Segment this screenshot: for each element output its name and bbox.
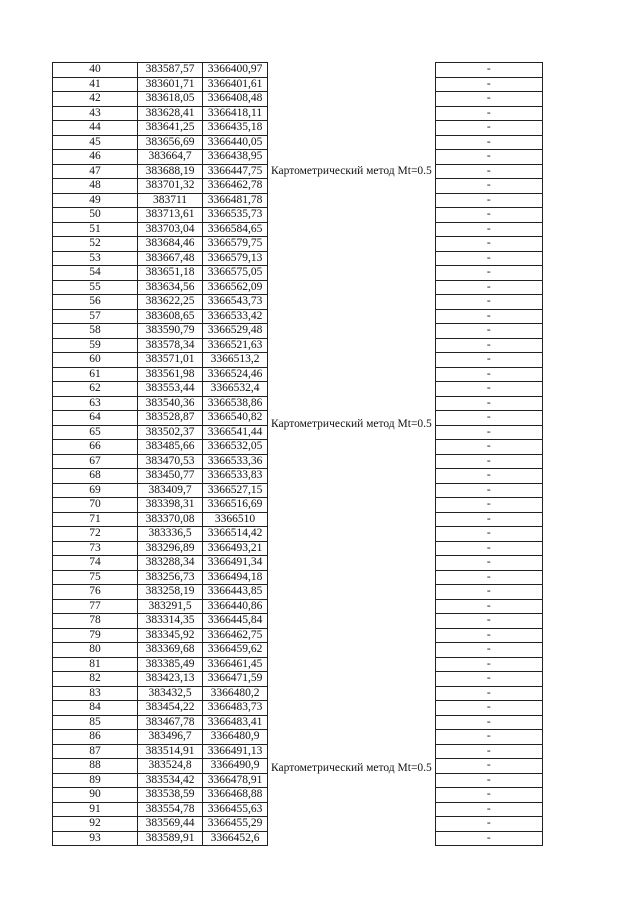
point-number-cell: 77 [53,599,138,614]
y-coordinate-cell: 3366494,18 [203,570,268,585]
y-coordinate-cell: 3366438,95 [203,150,268,165]
x-coordinate-cell: 383432,5 [138,686,203,701]
x-coordinate-cell: 383258,19 [138,585,203,600]
point-number-cell: 48 [53,179,138,194]
y-coordinate-cell: 3366579,75 [203,237,268,252]
y-coordinate-cell: 3366461,45 [203,657,268,672]
y-coordinate-cell: 3366584,65 [203,222,268,237]
accuracy-cell: - [435,222,542,237]
y-coordinate-cell: 3366455,29 [203,817,268,832]
point-number-cell: 57 [53,309,138,324]
y-coordinate-cell: 3366478,91 [203,773,268,788]
accuracy-cell: - [435,179,542,194]
accuracy-cell: - [435,788,542,803]
y-coordinate-cell: 3366540,82 [203,411,268,426]
x-coordinate-cell: 383628,41 [138,106,203,121]
x-coordinate-cell: 383470,53 [138,454,203,469]
point-number-cell: 85 [53,715,138,730]
accuracy-cell: - [435,643,542,658]
x-coordinate-cell: 383688,19 [138,164,203,179]
x-coordinate-cell: 383664,7 [138,150,203,165]
point-number-cell: 67 [53,454,138,469]
accuracy-cell: - [435,193,542,208]
method-cell [268,63,436,281]
accuracy-cell: - [435,324,542,339]
x-coordinate-cell: 383571,01 [138,353,203,368]
x-coordinate-cell: 383288,34 [138,556,203,571]
accuracy-cell: - [435,396,542,411]
point-number-cell: 55 [53,280,138,295]
x-coordinate-cell: 383454,22 [138,701,203,716]
x-coordinate-cell: 383569,44 [138,817,203,832]
point-number-cell: 89 [53,773,138,788]
method-label: Картометрический метод Mt=0.5 [271,164,432,177]
x-coordinate-cell: 383701,32 [138,179,203,194]
accuracy-cell: - [435,150,542,165]
accuracy-cell: - [435,585,542,600]
accuracy-cell: - [435,121,542,136]
point-number-cell: 90 [53,788,138,803]
y-coordinate-cell: 3366483,41 [203,715,268,730]
point-number-cell: 62 [53,382,138,397]
point-number-cell: 80 [53,643,138,658]
point-number-cell: 44 [53,121,138,136]
accuracy-cell: - [435,556,542,571]
point-number-cell: 58 [53,324,138,339]
point-number-cell: 56 [53,295,138,310]
accuracy-cell: - [435,237,542,252]
accuracy-cell: - [435,469,542,484]
point-number-cell: 43 [53,106,138,121]
x-coordinate-cell: 383590,79 [138,324,203,339]
y-coordinate-cell: 3366483,73 [203,701,268,716]
point-number-cell: 73 [53,541,138,556]
x-coordinate-cell: 383370,08 [138,512,203,527]
x-coordinate-cell: 383314,35 [138,614,203,629]
accuracy-cell: - [435,715,542,730]
accuracy-cell: - [435,570,542,585]
point-number-cell: 63 [53,396,138,411]
point-number-cell: 47 [53,164,138,179]
x-coordinate-cell: 383703,04 [138,222,203,237]
point-number-cell: 66 [53,440,138,455]
x-coordinate-cell: 383667,48 [138,251,203,266]
accuracy-cell: - [435,672,542,687]
accuracy-cell: - [435,744,542,759]
y-coordinate-cell: 3366533,42 [203,309,268,324]
y-coordinate-cell: 3366481,78 [203,193,268,208]
accuracy-cell: - [435,251,542,266]
accuracy-cell: - [435,817,542,832]
point-number-cell: 81 [53,657,138,672]
y-coordinate-cell: 3366524,46 [203,367,268,382]
accuracy-cell: - [435,411,542,426]
y-coordinate-cell: 3366516,69 [203,498,268,513]
y-coordinate-cell: 3366510 [203,512,268,527]
y-coordinate-cell: 3366538,86 [203,396,268,411]
point-number-cell: 64 [53,411,138,426]
x-coordinate-cell: 383589,91 [138,831,203,846]
accuracy-cell: - [435,309,542,324]
point-number-cell: 65 [53,425,138,440]
point-number-cell: 46 [53,150,138,165]
point-number-cell: 40 [53,63,138,78]
accuracy-cell: - [435,454,542,469]
table-row [53,280,543,295]
x-coordinate-cell: 383398,31 [138,498,203,513]
point-number-cell: 76 [53,585,138,600]
y-coordinate-cell: 3366493,21 [203,541,268,556]
point-number-cell: 83 [53,686,138,701]
accuracy-cell: - [435,614,542,629]
table-row [53,63,543,78]
point-number-cell: 75 [53,570,138,585]
method-label: Картометрический метод Mt=0.5 [271,762,432,774]
x-coordinate-cell: 383369,68 [138,643,203,658]
y-coordinate-cell: 3366440,86 [203,599,268,614]
x-coordinate-cell: 383561,98 [138,367,203,382]
x-coordinate-cell: 383553,44 [138,382,203,397]
x-coordinate-cell: 383622,25 [138,295,203,310]
y-coordinate-cell: 3366535,73 [203,208,268,223]
y-coordinate-cell: 3366491,34 [203,556,268,571]
x-coordinate-cell: 383641,25 [138,121,203,136]
y-coordinate-cell: 3366480,9 [203,730,268,745]
point-number-cell: 93 [53,831,138,846]
point-number-cell: 84 [53,701,138,716]
y-coordinate-cell: 3366445,84 [203,614,268,629]
point-number-cell: 74 [53,556,138,571]
accuracy-cell: - [435,498,542,513]
accuracy-cell: - [435,164,542,179]
point-number-cell: 86 [53,730,138,745]
y-coordinate-cell: 3366418,11 [203,106,268,121]
y-coordinate-cell: 3366543,73 [203,295,268,310]
y-coordinate-cell: 3366541,44 [203,425,268,440]
accuracy-cell: - [435,353,542,368]
y-coordinate-cell: 3366443,85 [203,585,268,600]
accuracy-cell: - [435,208,542,223]
coordinates-table [52,62,543,846]
y-coordinate-cell: 3366480,2 [203,686,268,701]
point-number-cell: 41 [53,77,138,92]
accuracy-cell: - [435,541,542,556]
y-coordinate-cell: 3366532,05 [203,440,268,455]
accuracy-cell: - [435,657,542,672]
table-row [53,570,543,585]
x-coordinate-cell: 383540,36 [138,396,203,411]
x-coordinate-cell: 383587,57 [138,63,203,78]
accuracy-cell: - [435,425,542,440]
point-number-cell: 88 [53,759,138,774]
y-coordinate-cell: 3366575,05 [203,266,268,281]
accuracy-cell: - [435,701,542,716]
y-coordinate-cell: 3366435,18 [203,121,268,136]
accuracy-cell: - [435,802,542,817]
point-number-cell: 68 [53,469,138,484]
y-coordinate-cell: 3366562,09 [203,280,268,295]
accuracy-cell: - [435,106,542,121]
point-number-cell: 52 [53,237,138,252]
x-coordinate-cell: 383528,87 [138,411,203,426]
point-number-cell: 59 [53,338,138,353]
x-coordinate-cell: 383538,59 [138,788,203,803]
x-coordinate-cell: 383618,05 [138,92,203,107]
accuracy-cell: - [435,280,542,295]
x-coordinate-cell: 383684,46 [138,237,203,252]
x-coordinate-cell: 383651,18 [138,266,203,281]
accuracy-cell: - [435,295,542,310]
accuracy-cell: - [435,367,542,382]
y-coordinate-cell: 3366533,83 [203,469,268,484]
y-coordinate-cell: 3366527,15 [203,483,268,498]
x-coordinate-cell: 383485,66 [138,440,203,455]
accuracy-cell: - [435,831,542,846]
y-coordinate-cell: 3366579,13 [203,251,268,266]
accuracy-cell: - [435,527,542,542]
point-number-cell: 61 [53,367,138,382]
y-coordinate-cell: 3366462,75 [203,628,268,643]
y-coordinate-cell: 3366490,9 [203,759,268,774]
x-coordinate-cell: 383578,34 [138,338,203,353]
y-coordinate-cell: 3366401,61 [203,77,268,92]
x-coordinate-cell: 383524,8 [138,759,203,774]
x-coordinate-cell: 383601,71 [138,77,203,92]
accuracy-cell: - [435,773,542,788]
method-cell [268,280,436,570]
x-coordinate-cell: 383336,5 [138,527,203,542]
x-coordinate-cell: 383554,78 [138,802,203,817]
x-coordinate-cell: 383711 [138,193,203,208]
accuracy-cell: - [435,338,542,353]
point-number-cell: 49 [53,193,138,208]
accuracy-cell: - [435,77,542,92]
accuracy-cell: - [435,440,542,455]
point-number-cell: 70 [53,498,138,513]
y-coordinate-cell: 3366471,59 [203,672,268,687]
y-coordinate-cell: 3366440,05 [203,135,268,150]
y-coordinate-cell: 3366462,78 [203,179,268,194]
y-coordinate-cell: 3366459,62 [203,643,268,658]
y-coordinate-cell: 3366452,6 [203,831,268,846]
x-coordinate-cell: 383256,73 [138,570,203,585]
x-coordinate-cell: 383713,61 [138,208,203,223]
y-coordinate-cell: 3366447,75 [203,164,268,179]
point-number-cell: 69 [53,483,138,498]
y-coordinate-cell: 3366491,13 [203,744,268,759]
accuracy-cell: - [435,483,542,498]
accuracy-cell: - [435,135,542,150]
point-number-cell: 92 [53,817,138,832]
point-number-cell: 53 [53,251,138,266]
x-coordinate-cell: 383296,89 [138,541,203,556]
accuracy-cell: - [435,382,542,397]
x-coordinate-cell: 383345,92 [138,628,203,643]
x-coordinate-cell: 383450,77 [138,469,203,484]
coordinates-table-body [53,63,543,846]
accuracy-cell: - [435,730,542,745]
x-coordinate-cell: 383385,49 [138,657,203,672]
point-number-cell: 72 [53,527,138,542]
y-coordinate-cell: 3366529,48 [203,324,268,339]
accuracy-cell: - [435,599,542,614]
x-coordinate-cell: 383608,65 [138,309,203,324]
y-coordinate-cell: 3366514,42 [203,527,268,542]
point-number-cell: 51 [53,222,138,237]
point-number-cell: 71 [53,512,138,527]
point-number-cell: 87 [53,744,138,759]
accuracy-cell: - [435,512,542,527]
y-coordinate-cell: 3366400,97 [203,63,268,78]
x-coordinate-cell: 383467,78 [138,715,203,730]
point-number-cell: 60 [53,353,138,368]
y-coordinate-cell: 3366455,63 [203,802,268,817]
x-coordinate-cell: 383496,7 [138,730,203,745]
point-number-cell: 91 [53,802,138,817]
point-number-cell: 54 [53,266,138,281]
x-coordinate-cell: 383656,69 [138,135,203,150]
x-coordinate-cell: 383409,7 [138,483,203,498]
x-coordinate-cell: 383291,5 [138,599,203,614]
method-label: Картометрический метод Mt=0.5 [271,418,432,431]
x-coordinate-cell: 383514,91 [138,744,203,759]
accuracy-cell: - [435,266,542,281]
x-coordinate-cell: 383534,42 [138,773,203,788]
y-coordinate-cell: 3366408,48 [203,92,268,107]
method-cell [268,570,436,846]
point-number-cell: 45 [53,135,138,150]
point-number-cell: 82 [53,672,138,687]
y-coordinate-cell: 3366513,2 [203,353,268,368]
y-coordinate-cell: 3366468,88 [203,788,268,803]
point-number-cell: 78 [53,614,138,629]
x-coordinate-cell: 383634,56 [138,280,203,295]
point-number-cell: 50 [53,208,138,223]
point-number-cell: 79 [53,628,138,643]
x-coordinate-cell: 383423,13 [138,672,203,687]
y-coordinate-cell: 3366533,36 [203,454,268,469]
point-number-cell: 42 [53,92,138,107]
x-coordinate-cell: 383502,37 [138,425,203,440]
y-coordinate-cell: 3366521,63 [203,338,268,353]
accuracy-cell: - [435,628,542,643]
accuracy-cell: - [435,92,542,107]
accuracy-cell: - [435,686,542,701]
y-coordinate-cell: 3366532,4 [203,382,268,397]
accuracy-cell: - [435,759,542,774]
accuracy-cell: - [435,63,542,78]
